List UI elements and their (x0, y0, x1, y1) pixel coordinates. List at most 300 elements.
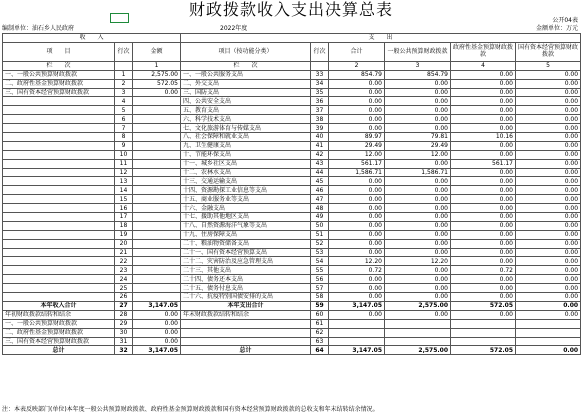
income-amount-cell (133, 133, 181, 142)
state-capital-cell: 0.00 (516, 213, 581, 222)
expense-item-header: 项目（按功能分类） (181, 42, 311, 61)
index-cell: 3 (385, 61, 451, 70)
expense-item-cell: 十六、金融支出 (181, 204, 311, 213)
total-cell: 0.00 (329, 213, 385, 222)
state-capital-cell: 0.00 (516, 133, 581, 142)
income-item-cell (3, 230, 115, 239)
income-row-no-cell: 16 (115, 204, 133, 213)
table-row (3, 97, 581, 106)
state-capital-cell: 0.00 (516, 310, 581, 319)
expense-item-cell: 十七、援助其他地区支出 (181, 213, 311, 222)
total-cell: 561.17 (329, 159, 385, 168)
income-item-cell: 本年收入合计 (3, 301, 115, 310)
budget-table-container (2, 33, 580, 355)
income-amount-cell (133, 293, 181, 302)
state-capital-cell (516, 328, 581, 337)
income-row-no-cell: 12 (115, 168, 133, 177)
expense-item-cell: 十三、交通运输支出 (181, 177, 311, 186)
expense-row-no-cell: 62 (311, 328, 329, 337)
column-index-row (3, 61, 581, 70)
selected-cell-marker (110, 13, 129, 23)
general-budget-cell: 79.81 (385, 133, 451, 142)
table-row (3, 337, 581, 346)
income-row-no-cell: 19 (115, 230, 133, 239)
expense-row-no-cell: 63 (311, 337, 329, 346)
state-capital-cell: 0.00 (516, 88, 581, 97)
income-amount-cell (133, 248, 181, 257)
income-amount-cell (133, 106, 181, 115)
state-capital-cell: 0.00 (516, 177, 581, 186)
state-capital-cell: 0.00 (516, 115, 581, 124)
expense-item-cell: 二十二、灾害防治及应急管理支出 (181, 257, 311, 266)
table-row (3, 88, 581, 97)
table-row (3, 310, 581, 319)
income-row-no-cell: 7 (115, 124, 133, 133)
total-cell: 0.00 (329, 310, 385, 319)
expense-row-no-cell: 43 (311, 159, 329, 168)
state-capital-cell: 0.00 (516, 106, 581, 115)
total-cell: 0.00 (329, 204, 385, 213)
total-cell: 0.00 (329, 88, 385, 97)
fund-budget-cell: 561.17 (451, 159, 516, 168)
expense-item-cell: 十二、农林水支出 (181, 168, 311, 177)
total-cell: 0.00 (329, 293, 385, 302)
expense-item-cell: 总计 (181, 346, 311, 355)
expense-item-cell: 二十五、债务付息支出 (181, 284, 311, 293)
general-budget-header: 一般公共预算财政拨款 (385, 42, 451, 61)
state-capital-cell: 0.00 (516, 159, 581, 168)
income-item-cell (3, 124, 115, 133)
table-row (3, 168, 581, 177)
state-capital-cell: 0.00 (516, 168, 581, 177)
state-capital-cell: 0.00 (516, 230, 581, 239)
expense-row-no-cell: 47 (311, 195, 329, 204)
index-cell: 4 (451, 61, 516, 70)
fund-budget-cell: 0.00 (451, 141, 516, 150)
income-amount-cell: 0.00 (133, 328, 181, 337)
index-cell (115, 61, 133, 70)
total-cell: 1,586.71 (329, 168, 385, 177)
income-row-no-cell: 32 (115, 346, 133, 355)
table-row (3, 275, 581, 284)
table-row (3, 230, 581, 239)
index-cell: 栏 次 (3, 61, 115, 70)
state-capital-cell: 0.00 (516, 275, 581, 284)
income-item-cell: 二、政府性基金预算财政拨款 (3, 79, 115, 88)
state-capital-header: 国有资本经营预算财政拨款 (516, 42, 581, 61)
table-row (3, 266, 581, 275)
table-row (3, 124, 581, 133)
table-row (3, 79, 581, 88)
fund-budget-cell: 0.00 (451, 177, 516, 186)
income-row-no-cell: 2 (115, 79, 133, 88)
general-budget-cell: 0.00 (385, 88, 451, 97)
expense-item-cell: 十一、城乡社区支出 (181, 159, 311, 168)
expense-row-no-cell: 49 (311, 213, 329, 222)
income-row-no-cell: 5 (115, 106, 133, 115)
footnote: 注：本表反映部门(单位)本年度一般公共预算财政拨款、政府性基金预算财政拨款和国有资本经营预算财政拨款的总收支和年末结转结余情况。 (2, 406, 379, 413)
general-budget-cell: 2,575.00 (385, 346, 451, 355)
total-cell: 0.00 (329, 275, 385, 284)
fund-budget-header: 政府性基金预算财政拨款 (451, 42, 516, 61)
item-header: 项 目 (3, 42, 115, 61)
total-cell (329, 337, 385, 346)
state-capital-cell: 0.00 (516, 293, 581, 302)
fund-budget-cell: 0.00 (451, 97, 516, 106)
general-budget-cell: 0.00 (385, 177, 451, 186)
total-cell: 3,147.05 (329, 301, 385, 310)
expense-row-no-cell: 40 (311, 133, 329, 142)
general-budget-cell (385, 337, 451, 346)
index-cell: 栏 次 (181, 61, 311, 70)
fund-budget-cell: 0.00 (451, 230, 516, 239)
income-amount-cell: 0.00 (133, 337, 181, 346)
state-capital-cell (516, 319, 581, 328)
income-row-no-cell: 8 (115, 133, 133, 142)
index-cell (311, 61, 329, 70)
expense-row-no-cell: 58 (311, 293, 329, 302)
income-item-cell (3, 159, 115, 168)
expense-row-no-cell: 54 (311, 257, 329, 266)
table-row (3, 248, 581, 257)
total-cell: 12.00 (329, 150, 385, 159)
general-budget-cell (385, 328, 451, 337)
state-capital-cell: 0.00 (516, 301, 581, 310)
income-header: 收 入 (3, 34, 181, 43)
income-row-no-cell: 3 (115, 88, 133, 97)
income-row-no-cell: 9 (115, 141, 133, 150)
expense-item-cell: 年末财政拨款结转和结余 (181, 310, 311, 319)
expense-row-no-cell: 34 (311, 79, 329, 88)
expense-row-no-cell: 59 (311, 301, 329, 310)
income-amount-cell: 572.05 (133, 79, 181, 88)
state-capital-cell: 0.00 (516, 284, 581, 293)
expense-row-no-cell: 38 (311, 115, 329, 124)
fund-budget-cell: 0.00 (451, 257, 516, 266)
income-amount-cell (133, 213, 181, 222)
expense-row-no-cell: 55 (311, 266, 329, 275)
income-row-no-cell: 20 (115, 239, 133, 248)
income-amount-cell (133, 115, 181, 124)
table-row (3, 319, 581, 328)
expense-item-cell: 二十四、债务还本支出 (181, 275, 311, 284)
fund-budget-cell: 0.00 (451, 221, 516, 230)
income-amount-cell (133, 124, 181, 133)
expense-row-no-cell: 51 (311, 230, 329, 239)
expense-item-cell: 八、社会保障和就业支出 (181, 133, 311, 142)
income-row-no-cell: 4 (115, 97, 133, 106)
expense-item-cell: 二、外交支出 (181, 79, 311, 88)
general-budget-cell: 0.00 (385, 106, 451, 115)
expense-item-cell: 五、教育支出 (181, 106, 311, 115)
income-amount-cell: 2,575.00 (133, 70, 181, 79)
fund-budget-cell: 0.00 (451, 204, 516, 213)
state-capital-cell: 0.00 (516, 124, 581, 133)
expense-row-no-header: 行次 (311, 42, 329, 61)
state-capital-cell: 0.00 (516, 346, 581, 355)
income-row-no-cell: 25 (115, 284, 133, 293)
income-amount-cell (133, 230, 181, 239)
income-amount-cell (133, 221, 181, 230)
expense-item-cell: 十五、商业服务业等支出 (181, 195, 311, 204)
state-capital-cell: 0.00 (516, 204, 581, 213)
income-amount-cell: 0.00 (133, 319, 181, 328)
income-amount-cell (133, 97, 181, 106)
expense-row-no-cell: 46 (311, 186, 329, 195)
state-capital-cell: 0.00 (516, 257, 581, 266)
expense-item-cell: 二十六、抗疫特别国债安排的支出 (181, 293, 311, 302)
expense-item-cell: 二十、粮油物资储备支出 (181, 239, 311, 248)
general-budget-cell: 0.00 (385, 275, 451, 284)
income-amount-cell: 0.00 (133, 88, 181, 97)
year-label: 2022年度 (220, 25, 248, 32)
income-amount-cell (133, 168, 181, 177)
total-cell: 89.97 (329, 133, 385, 142)
expense-row-no-cell: 48 (311, 204, 329, 213)
expense-row-no-cell: 41 (311, 141, 329, 150)
general-budget-cell: 0.00 (385, 159, 451, 168)
income-row-no-cell: 15 (115, 195, 133, 204)
income-item-cell (3, 150, 115, 159)
general-budget-cell: 12.00 (385, 150, 451, 159)
income-amount-cell: 3,147.05 (133, 346, 181, 355)
state-capital-cell: 0.00 (516, 239, 581, 248)
table-row (3, 70, 581, 79)
expense-item-cell: 一、一般公共服务支出 (181, 70, 311, 79)
fund-budget-cell: 0.00 (451, 284, 516, 293)
income-item-cell (3, 97, 115, 106)
income-row-no-cell: 21 (115, 248, 133, 257)
income-item-cell: 二、政府性基金预算财政拨款 (3, 328, 115, 337)
income-row-no-cell: 10 (115, 150, 133, 159)
fund-budget-cell: 0.00 (451, 275, 516, 284)
income-row-no-cell: 24 (115, 275, 133, 284)
table-row (3, 150, 581, 159)
expense-row-no-cell: 37 (311, 106, 329, 115)
expense-row-no-cell: 50 (311, 221, 329, 230)
expense-item-cell: 十八、自然资源海洋气象等支出 (181, 221, 311, 230)
income-row-no-cell: 27 (115, 301, 133, 310)
index-cell: 5 (516, 61, 581, 70)
general-budget-cell: 0.00 (385, 115, 451, 124)
fund-budget-cell: 0.00 (451, 168, 516, 177)
fund-budget-cell: 0.00 (451, 310, 516, 319)
general-budget-cell: 854.79 (385, 70, 451, 79)
fund-budget-cell: 0.00 (451, 239, 516, 248)
expense-item-cell: 本年支出合计 (181, 301, 311, 310)
income-item-cell: 三、国有资本经营预算财政拨款 (3, 88, 115, 97)
income-item-cell (3, 221, 115, 230)
income-row-no-cell: 22 (115, 257, 133, 266)
fund-budget-cell: 0.00 (451, 79, 516, 88)
total-cell: 0.00 (329, 248, 385, 257)
total-cell: 0.00 (329, 177, 385, 186)
table-row (3, 159, 581, 168)
table-row (3, 106, 581, 115)
state-capital-cell: 0.00 (516, 97, 581, 106)
fund-budget-cell: 572.05 (451, 301, 516, 310)
table-row (3, 141, 581, 150)
state-capital-cell: 0.00 (516, 221, 581, 230)
income-row-no-cell: 1 (115, 70, 133, 79)
table-row (3, 177, 581, 186)
general-budget-cell: 0.00 (385, 239, 451, 248)
expense-row-no-cell: 33 (311, 70, 329, 79)
income-item-cell: 三、国有资本经营预算财政拨款 (3, 337, 115, 346)
general-budget-cell: 12.20 (385, 257, 451, 266)
total-cell: 0.00 (329, 79, 385, 88)
general-budget-cell: 0.00 (385, 230, 451, 239)
expense-row-no-cell: 39 (311, 124, 329, 133)
expense-item-cell: 二十一、国有资本经营预算支出 (181, 248, 311, 257)
expense-header: 支 出 (181, 34, 581, 43)
total-cell: 0.00 (329, 106, 385, 115)
general-budget-cell: 0.00 (385, 221, 451, 230)
general-budget-cell: 0.00 (385, 310, 451, 319)
fund-budget-cell: 0.00 (451, 70, 516, 79)
total-cell (329, 328, 385, 337)
expense-item-cell: 九、卫生健康支出 (181, 141, 311, 150)
income-item-cell (3, 204, 115, 213)
total-cell: 0.00 (329, 124, 385, 133)
income-item-cell: 一、一般公共预算财政拨款 (3, 319, 115, 328)
income-item-cell (3, 195, 115, 204)
page-title: 财政拨款收入支出决算总表 (188, 0, 393, 19)
total-cell: 0.00 (329, 239, 385, 248)
general-budget-cell: 0.00 (385, 195, 451, 204)
expense-item-cell: 六、科学技术支出 (181, 115, 311, 124)
state-capital-cell: 0.00 (516, 195, 581, 204)
fund-budget-cell: 0.00 (451, 88, 516, 97)
table-body (3, 70, 581, 355)
income-item-cell (3, 186, 115, 195)
total-cell: 0.00 (329, 195, 385, 204)
expense-item-cell (181, 319, 311, 328)
income-item-cell (3, 248, 115, 257)
table-row (3, 195, 581, 204)
income-amount-cell (133, 284, 181, 293)
income-row-no-cell: 11 (115, 159, 133, 168)
fund-budget-cell: 0.00 (451, 248, 516, 257)
income-item-cell: 年初财政拨款结转和结余 (3, 310, 115, 319)
fund-budget-cell: 0.00 (451, 124, 516, 133)
general-budget-cell: 0.00 (385, 97, 451, 106)
income-row-no-cell: 28 (115, 310, 133, 319)
expense-row-no-cell: 60 (311, 310, 329, 319)
income-item-cell: 总计 (3, 346, 115, 355)
expense-row-no-cell: 36 (311, 97, 329, 106)
expense-row-no-cell: 52 (311, 239, 329, 248)
expense-item-cell: 十九、住房保障支出 (181, 230, 311, 239)
table-row (3, 186, 581, 195)
income-item-cell (3, 115, 115, 124)
expense-row-no-cell: 45 (311, 177, 329, 186)
general-budget-cell: 0.00 (385, 213, 451, 222)
fund-budget-cell: 572.05 (451, 346, 516, 355)
expense-item-cell: 三、国防支出 (181, 88, 311, 97)
fund-budget-cell: 0.00 (451, 186, 516, 195)
expense-row-no-cell: 57 (311, 284, 329, 293)
income-amount-cell (133, 239, 181, 248)
expense-item-cell: 二十三、其他支出 (181, 266, 311, 275)
fund-budget-cell: 10.16 (451, 133, 516, 142)
amount-header: 金额 (133, 42, 181, 61)
table-row (3, 284, 581, 293)
income-item-cell: 一、一般公共预算财政拨款 (3, 70, 115, 79)
income-row-no-cell: 14 (115, 186, 133, 195)
general-budget-cell: 0.00 (385, 124, 451, 133)
income-row-no-cell: 31 (115, 337, 133, 346)
total-cell (329, 319, 385, 328)
expense-item-cell (181, 337, 311, 346)
fund-budget-cell: 0.72 (451, 266, 516, 275)
total-header: 合计 (329, 42, 385, 61)
table-row (3, 213, 581, 222)
general-budget-cell: 0.00 (385, 266, 451, 275)
income-row-no-cell: 6 (115, 115, 133, 124)
header-row-2 (3, 42, 581, 61)
expense-item-cell: 四、公共安全支出 (181, 97, 311, 106)
general-budget-cell (385, 319, 451, 328)
fund-budget-cell: 0.00 (451, 150, 516, 159)
income-amount-cell (133, 195, 181, 204)
income-item-cell (3, 257, 115, 266)
total-cell: 0.00 (329, 186, 385, 195)
expense-row-no-cell: 53 (311, 248, 329, 257)
state-capital-cell: 0.00 (516, 79, 581, 88)
income-amount-cell (133, 204, 181, 213)
income-amount-cell (133, 177, 181, 186)
income-item-cell (3, 275, 115, 284)
income-row-no-cell: 23 (115, 266, 133, 275)
income-amount-cell (133, 275, 181, 284)
income-amount-cell (133, 141, 181, 150)
income-amount-cell (133, 150, 181, 159)
state-capital-cell: 0.00 (516, 70, 581, 79)
total-cell: 29.49 (329, 141, 385, 150)
income-item-cell (3, 284, 115, 293)
money-unit-label: 金额单位：万元 (535, 25, 578, 32)
income-item-cell (3, 213, 115, 222)
income-item-cell (3, 177, 115, 186)
fund-budget-cell: 0.00 (451, 106, 516, 115)
state-capital-cell: 0.00 (516, 248, 581, 257)
income-row-no-cell: 17 (115, 213, 133, 222)
expense-item-cell: 七、文化旅游体育与传媒支出 (181, 124, 311, 133)
general-budget-cell: 0.00 (385, 186, 451, 195)
general-budget-cell: 0.00 (385, 79, 451, 88)
expense-row-no-cell: 61 (311, 319, 329, 328)
total-cell: 0.72 (329, 266, 385, 275)
income-item-cell (3, 168, 115, 177)
income-item-cell (3, 293, 115, 302)
state-capital-cell: 0.00 (516, 266, 581, 275)
total-cell: 0.00 (329, 230, 385, 239)
total-cell: 3,147.05 (329, 346, 385, 355)
table-row (3, 239, 581, 248)
form-code: 公开04表 (552, 17, 578, 24)
general-budget-cell: 29.49 (385, 141, 451, 150)
general-budget-cell: 0.00 (385, 248, 451, 257)
table-row (3, 301, 581, 310)
income-row-no-cell: 30 (115, 328, 133, 337)
total-cell: 0.00 (329, 221, 385, 230)
expense-item-cell (181, 328, 311, 337)
fund-budget-cell (451, 319, 516, 328)
income-item-cell (3, 239, 115, 248)
unit-label: 编制单位：油石乡人民政府 (2, 25, 75, 32)
expense-row-no-cell: 42 (311, 150, 329, 159)
